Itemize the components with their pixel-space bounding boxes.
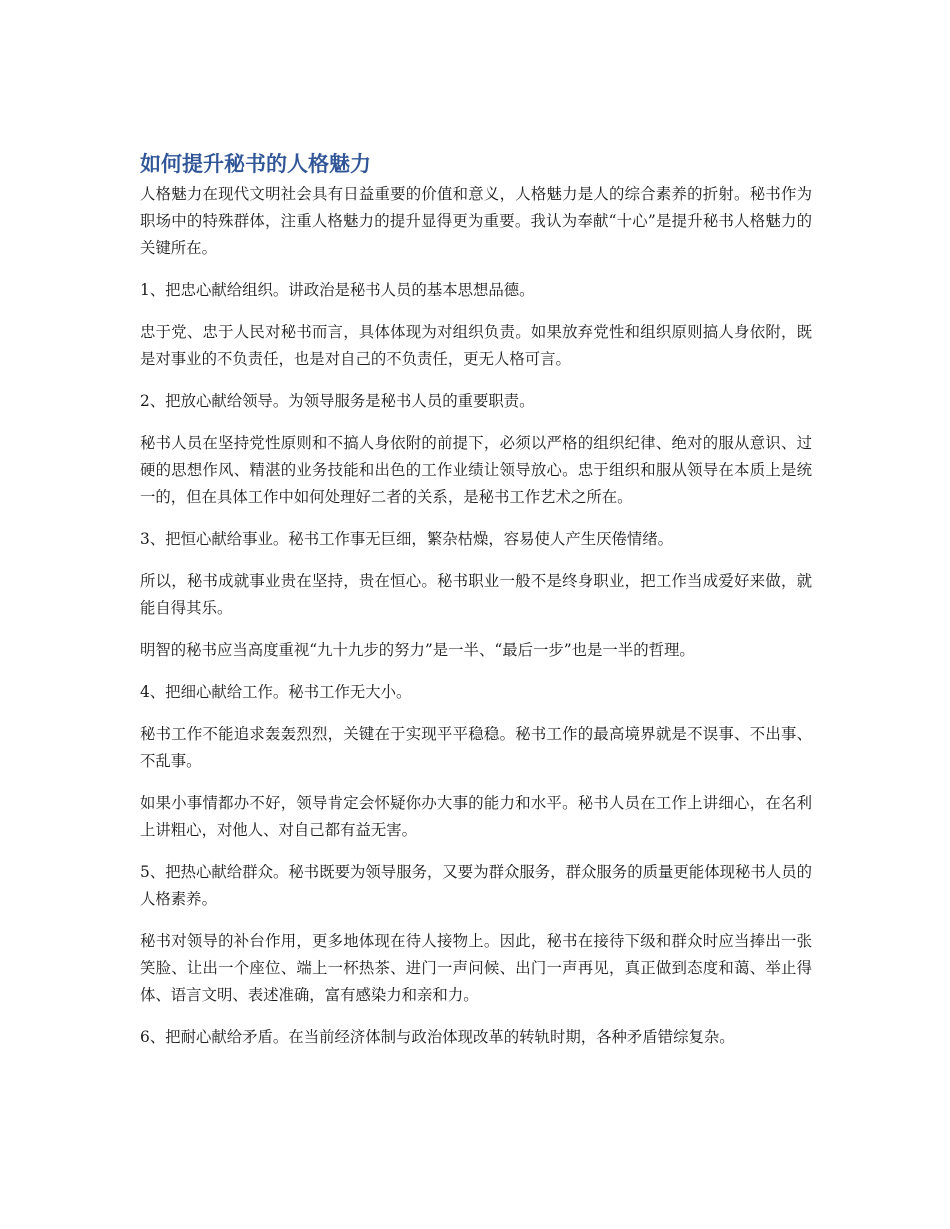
document-title: 如何提升秘书的人格魅力: [140, 152, 371, 176]
paragraph: 如果小事情都办不好，领导肯定会怀疑你办大事的能力和水平。秘书人员在工作上讲细心，在名利上讲粗心，对他人、对自己都有益无害。: [140, 794, 812, 839]
paragraph: 秘书对领导的补台作用，更多地体现在待人接物上。因此，秘书在接待下级和群众时应当捧出一张笑脸、让出一个座位、端上一杯热茶、进门一声问候、出门一声再见，真正做到态度和蔼、举止得体、语言文明、表述准确，富有感染力和亲和力。: [140, 932, 812, 1004]
paragraph-heading-3: 3、把恒心献给事业。秘书工作事无巨细，繁杂枯燥，容易使人产生厌倦情绪。: [140, 530, 674, 548]
paragraph: 秘书人员在坚持党性原则和不搞人身依附的前提下，必须以严格的组织纪律、绝对的服从意识、过硬的思想作风、精湛的业务技能和出色的工作业绩让领导放心。忠于组织和服从领导在本质上是统一的，但在具体工作中如何处理好二者的关系，是秘书工作艺术之所在。: [140, 434, 812, 506]
paragraph: 明智的秘书应当高度重视“九十九步的努力”是一半、“最后一步”也是一半的哲理。: [140, 641, 695, 659]
paragraph-heading-2: 2、把放心献给领导。为领导服务是秘书人员的重要职责。: [140, 392, 535, 410]
paragraph-heading-4: 4、把细心献给工作。秘书工作无大小。: [140, 683, 412, 701]
paragraph-heading-1: 1、把忠心献给组织。讲政治是秘书人员的基本思想品德。: [140, 281, 535, 299]
paragraph: 秘书工作不能追求轰轰烈烈，关键在于实现平平稳稳。秘书工作的最高境界就是不误事、不出事、不乱事。: [140, 725, 812, 770]
document-page: [140, 148, 812, 1066]
paragraph-intro: 人格魅力在现代文明社会具有日益重要的价值和意义，人格魅力是人的综合素养的折射。秘书作为职场中的特殊群体，注重人格魅力的提升显得更为重要。我认为奉献“十心”是提升秘书人格魅力的关键所在。: [140, 185, 812, 257]
paragraph-heading-5: 5、把热心献给群众。秘书既要为领导服务，又要为群众服务，群众服务的质量更能体现秘书人员的人格素养。: [140, 863, 812, 908]
paragraph: 忠于党、忠于人民对秘书而言，具体体现为对组织负责。如果放弃党性和组织原则搞人身依附，既是对事业的不负责任，也是对自己的不负责任，更无人格可言。: [140, 323, 812, 368]
paragraph: 所以，秘书成就事业贵在坚持，贵在恒心。秘书职业一般不是终身职业，把工作当成爱好来做，就能自得其乐。: [140, 572, 812, 617]
paragraph-heading-6: 6、把耐心献给矛盾。在当前经济体制与政治体现改革的转轨时期，各种矛盾错综复杂。: [140, 1028, 735, 1046]
